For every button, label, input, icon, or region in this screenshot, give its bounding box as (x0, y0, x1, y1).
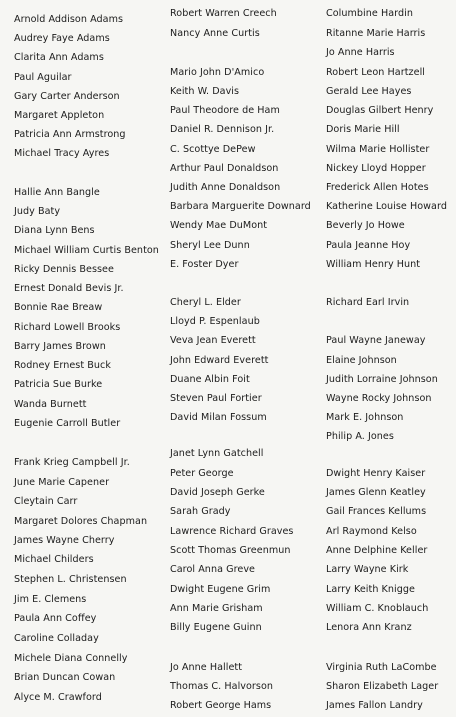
name-entry: Wendy Mae DuMont (170, 220, 268, 231)
name-entry: Jim E. Clemens (14, 594, 87, 605)
name-entry: Robert Warren Creech (170, 8, 277, 19)
name-entry: Doris Marie Hill (326, 124, 400, 135)
name-entry: Beverly Jo Howe (326, 220, 405, 231)
name-entry: Mario John D'Amico (170, 67, 265, 78)
name-entry: Cheryl L. Elder (170, 297, 241, 308)
name-entry: Margaret Dolores Chapman (14, 516, 148, 527)
name-entry: Steven Paul Fortier (170, 393, 262, 404)
name-entry: Patricia Sue Burke (14, 379, 103, 390)
name-entry: Peter George (170, 468, 234, 479)
name-entry: Carol Anna Greve (170, 564, 255, 575)
name-entry: Diana Lynn Bens (14, 225, 95, 236)
name-entry: Paula Ann Coffey (14, 613, 97, 624)
name-entry: Billy Eugene Guinn (170, 622, 262, 633)
name-entry: Mark E. Johnson (326, 412, 404, 423)
name-entry: Wayne Rocky Johnson (326, 393, 432, 404)
name-entry: David Milan Fossum (170, 412, 267, 423)
name-entry: Philip A. Jones (326, 431, 394, 442)
name-entry: Sheryl Lee Dunn (170, 240, 250, 251)
name-entry: James Fallon Landry (326, 700, 423, 711)
name-entry: C. Scottye DePew (170, 144, 256, 155)
name-entry: Paul Wayne Janeway (326, 335, 426, 346)
name-entry: Ernest Donald Bevis Jr. (14, 283, 124, 294)
name-entry: Frederick Allen Hotes (326, 182, 429, 193)
name-entry: Scott Thomas Greenmun (170, 545, 291, 556)
name-entry: Judy Baty (14, 206, 61, 217)
name-entry: Wilma Marie Hollister (326, 144, 430, 155)
name-entry: Brian Duncan Cowan (14, 672, 116, 683)
name-entry: Stephen L. Christensen (14, 574, 127, 585)
name-entry: Lawrence Richard Graves (170, 526, 294, 537)
name-entry: E. Foster Dyer (170, 259, 239, 270)
name-entry: John Edward Everett (170, 355, 269, 366)
name-entry: Ann Marie Grisham (170, 603, 263, 614)
name-entry: Arthur Paul Donaldson (170, 163, 279, 174)
name-entry: Veva Jean Everett (170, 335, 256, 346)
name-entry: Gail Frances Kellums (326, 506, 427, 517)
name-entry: Alyce M. Crawford (14, 692, 102, 703)
name-entry: Keith W. Davis (170, 86, 240, 97)
name-entry: Columbine Hardin (326, 8, 413, 19)
name-entry: Larry Keith Knigge (326, 584, 415, 595)
name-entry: Sarah Grady (170, 506, 231, 517)
name-entry: Audrey Faye Adams (14, 33, 110, 44)
name-entry: Ricky Dennis Bessee (14, 264, 114, 275)
name-entry: Lloyd P. Espenlaub (170, 316, 260, 327)
name-entry: Lenora Ann Kranz (326, 622, 412, 633)
name-entry: Elaine Johnson (326, 355, 397, 366)
name-entry: Gerald Lee Hayes (326, 86, 412, 97)
name-entry: Caroline Colladay (14, 633, 99, 644)
name-entry: Frank Krieg Campbell Jr. (14, 457, 130, 468)
name-entry: Richard Lowell Brooks (14, 322, 121, 333)
name-entry: Barbara Marguerite Downard (170, 201, 311, 212)
name-entry: David Joseph Gerke (170, 487, 265, 498)
name-entry: Patricia Ann Armstrong (14, 129, 126, 140)
name-entry: Bonnie Rae Breaw (14, 302, 103, 313)
name-entry: Janet Lynn Gatchell (170, 448, 264, 459)
name-entry: Sharon Elizabeth Lager (326, 681, 439, 692)
name-entry: Larry Wayne Kirk (326, 564, 409, 575)
name-entry: Eugenie Carroll Butler (14, 418, 121, 429)
name-entry: James Wayne Cherry (14, 535, 115, 546)
name-entry: Clarita Ann Adams (14, 52, 104, 63)
name-entry: Michael William Curtis Benton (14, 245, 159, 256)
name-entry: Judith Lorraine Johnson (326, 374, 438, 385)
name-entry: Daniel R. Dennison Jr. (170, 124, 275, 135)
name-entry: Virginia Ruth LaCombe (326, 662, 437, 673)
name-entry: Douglas Gilbert Henry (326, 105, 434, 116)
name-entry: Paula Jeanne Hoy (326, 240, 411, 251)
name-entry: Duane Albin Foit (170, 374, 250, 385)
name-entry: Thomas C. Halvorson (170, 681, 274, 692)
name-entry: James Glenn Keatley (326, 487, 426, 498)
name-entry: Dwight Henry Kaiser (326, 468, 426, 479)
name-entry: Gary Carter Anderson (14, 91, 120, 102)
name-entry: Cleytain Carr (14, 496, 78, 507)
name-entry: Wanda Burnett (14, 399, 87, 410)
name-entry: Margaret Appleton (14, 110, 105, 121)
name-entry: Richard Earl Irvin (326, 297, 410, 308)
name-entry: Michele Diana Connelly (14, 653, 128, 664)
name-entry: Ritanne Marie Harris (326, 28, 426, 39)
name-entry: Nancy Anne Curtis (170, 28, 260, 39)
name-entry: Rodney Ernest Buck (14, 360, 111, 371)
name-entry: Katherine Louise Howard (326, 201, 447, 212)
name-entry: Arnold Addison Adams (14, 14, 124, 25)
name-entry: Judith Anne Donaldson (170, 182, 281, 193)
name-entry: June Marie Capener (14, 477, 110, 488)
name-entry: Robert George Hams (170, 700, 272, 711)
name-entry: Paul Theodore de Ham (170, 105, 280, 116)
name-entry: William Henry Hunt (326, 259, 421, 270)
name-entry: Arl Raymond Kelso (326, 526, 417, 537)
name-entry: Anne Delphine Keller (326, 545, 428, 556)
name-entry: Paul Aguilar (14, 72, 72, 83)
name-entry: Jo Anne Hallett (170, 662, 243, 673)
name-entry: Hallie Ann Bangle (14, 187, 100, 198)
name-entry: Jo Anne Harris (326, 47, 395, 58)
name-entry: Michael Childers (14, 554, 94, 565)
name-entry: Dwight Eugene Grim (170, 584, 271, 595)
name-entry: Michael Tracy Ayres (14, 148, 110, 159)
name-entry: Barry James Brown (14, 341, 106, 352)
name-entry: Nickey Lloyd Hopper (326, 163, 426, 174)
name-entry: Robert Leon Hartzell (326, 67, 425, 78)
name-entry: William C. Knoblauch (326, 603, 429, 614)
